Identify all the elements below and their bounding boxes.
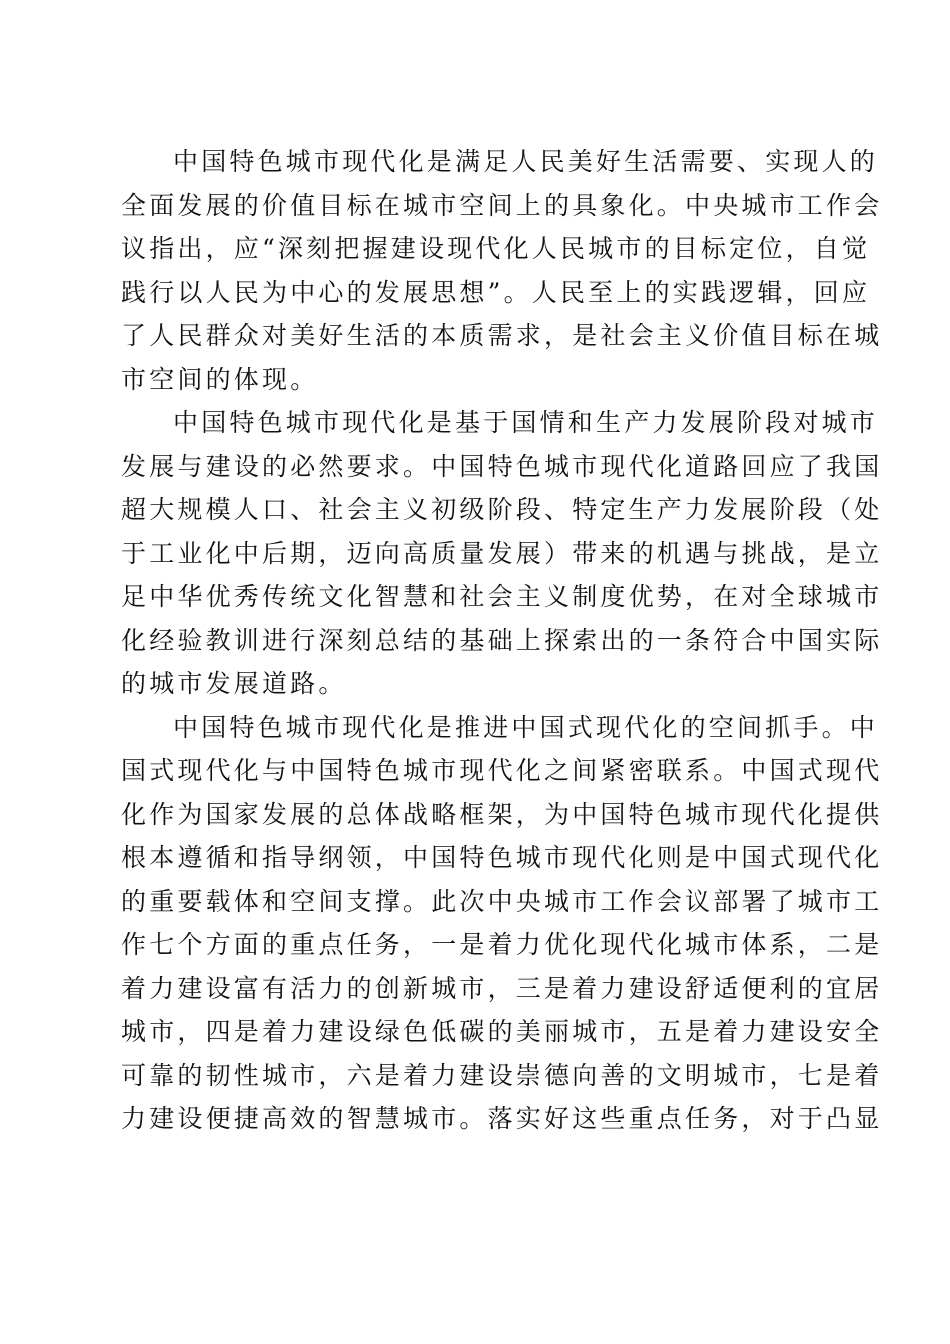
paragraph-line: 着力建设富有活力的创新城市，三是着力建设舒适便利的宜居	[121, 973, 883, 1003]
paragraph-line: 中国特色城市现代化是推进中国式现代化的空间抓手。中	[173, 712, 879, 742]
paragraph-line: 的重要载体和空间支撑。此次中央城市工作会议部署了城市工	[121, 886, 883, 916]
paragraph-line: 作七个方面的重点任务，一是着力优化现代化城市体系，二是	[121, 930, 883, 959]
paragraph-line: 国式现代化与中国特色城市现代化之间紧密联系。中国式现代	[121, 756, 883, 785]
paragraph-line: 发展与建设的必然要求。中国特色城市现代化道路回应了我国	[121, 451, 883, 481]
paragraph-line: 可靠的韧性城市，六是着力建设崇德向善的文明城市，七是着	[121, 1060, 883, 1090]
paragraph-line: 中国特色城市现代化是基于国情和生产力发展阶段对城市	[173, 408, 879, 437]
paragraph-line: 践行以人民为中心的发展思想”。人民至上的实践逻辑，回应	[121, 277, 871, 307]
paragraph-line: 化经验教训进行深刻总结的基础上探索出的一条符合中国实际	[121, 625, 883, 655]
paragraph-line: 市空间的体现。	[121, 364, 319, 394]
paragraph-line: 的城市发展道路。	[121, 669, 347, 698]
paragraph-line: 足中华优秀传统文化智慧和社会主义制度优势，在对全球城市	[121, 582, 883, 611]
paragraph-line: 化作为国家发展的总体战略框架，为中国特色城市现代化提供	[121, 799, 883, 829]
paragraph-line: 议指出，应“深刻把握建设现代化人民城市的目标定位，自觉	[121, 234, 871, 263]
paragraph-2	[121, 401, 883, 706]
paragraph-line: 了人民群众对美好生活的本质需求，是社会主义价值目标在城	[121, 321, 883, 350]
paragraph-line: 力建设便捷高效的智慧城市。落实好这些重点任务，对于凸显	[121, 1104, 883, 1133]
paragraph-3	[121, 706, 883, 1141]
paragraph-1	[121, 140, 883, 401]
paragraph-line: 中国特色城市现代化是满足人民美好生活需要、实现人的	[173, 147, 879, 176]
paragraph-line: 全面发展的价值目标在城市空间上的具象化。中央城市工作会	[121, 190, 883, 220]
paragraph-line: 超大规模人口、社会主义初级阶段、特定生产力发展阶段（处	[121, 495, 883, 524]
document-page	[121, 140, 883, 1141]
paragraph-line: 根本遵循和指导纲领，中国特色城市现代化则是中国式现代化	[121, 843, 883, 872]
paragraph-line: 城市，四是着力建设绿色低碳的美丽城市，五是着力建设安全	[121, 1017, 883, 1046]
paragraph-line: 于工业化中后期，迈向高质量发展）带来的机遇与挑战，是立	[121, 538, 883, 568]
